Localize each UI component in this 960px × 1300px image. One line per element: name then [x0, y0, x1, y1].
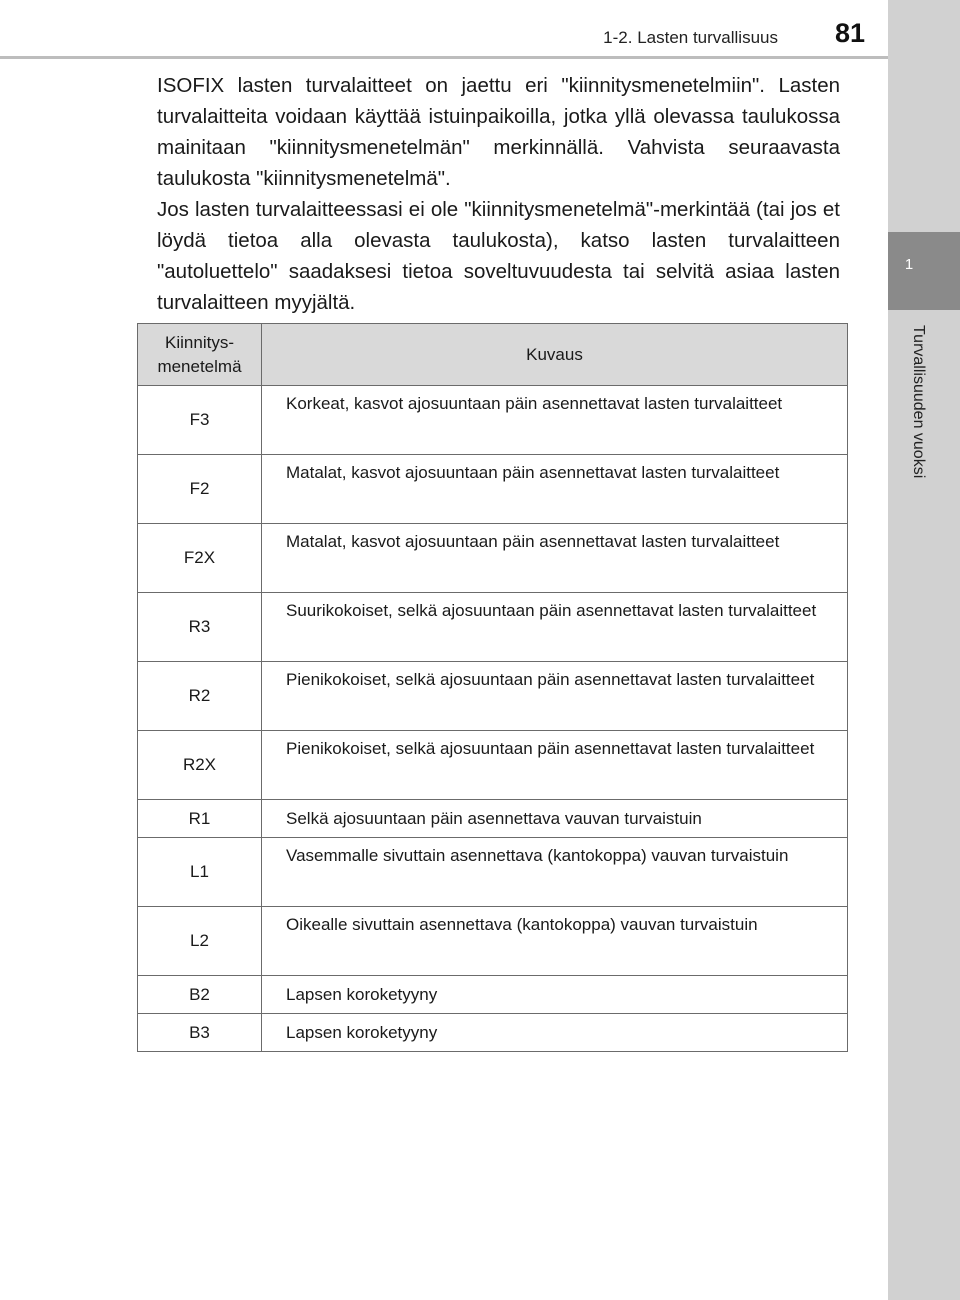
intro-paragraph-2: Jos lasten turvalaitteessasi ei ole "kiinnitysmenetelmä"-merkintää (tai jos et löydä tietoa alla olevasta taulukosta), katso lasten turvalaitteen "autoluettelo" saadaksesi tietoa soveltuvuudesta tai selvitä asiaa lasten turvalaitteen myyjältä.	[157, 198, 840, 314]
chapter-number: 1	[904, 256, 914, 273]
table-row	[138, 455, 848, 524]
header-divider	[0, 56, 888, 59]
method-code: B3	[138, 1014, 262, 1052]
method-description: Suurikokoiset, selkä ajosuuntaan päin asennettavat lasten turvalaitteet	[262, 593, 848, 662]
method-code: R3	[138, 593, 262, 662]
table-row	[138, 976, 848, 1014]
method-code: L1	[138, 838, 262, 907]
method-description: Korkeat, kasvot ajosuuntaan päin asennettavat lasten turvalaitteet	[262, 386, 848, 455]
method-code: F2	[138, 455, 262, 524]
table-row	[138, 386, 848, 455]
table-row	[138, 593, 848, 662]
method-description: Lapsen koroketyyny	[262, 976, 848, 1014]
column-header-method: Kiinnitys- menetelmä	[138, 324, 262, 386]
section-title: 1-2. Lasten turvallisuus	[603, 28, 778, 47]
table-row	[138, 800, 848, 838]
method-description: Pienikokoiset, selkä ajosuuntaan päin asennettavat lasten turvalaitteet	[262, 731, 848, 800]
method-description: Pienikokoiset, selkä ajosuuntaan päin asennettavat lasten turvalaitteet	[262, 662, 848, 731]
method-description: Matalat, kasvot ajosuuntaan päin asennettavat lasten turvalaitteet	[262, 524, 848, 593]
method-description: Selkä ajosuuntaan päin asennettava vauvan turvaistuin	[262, 800, 848, 838]
method-code: F3	[138, 386, 262, 455]
table-header-row	[138, 324, 848, 386]
method-code: R1	[138, 800, 262, 838]
method-code: R2	[138, 662, 262, 731]
method-code: L2	[138, 907, 262, 976]
method-description: Matalat, kasvot ajosuuntaan päin asennettavat lasten turvalaitteet	[262, 455, 848, 524]
chapter-title: Turvallisuuden vuoksi	[910, 325, 927, 479]
column-header-description: Kuvaus	[262, 324, 848, 386]
chapter-side-bar	[888, 0, 960, 1300]
table-row	[138, 524, 848, 593]
method-description: Oikealle sivuttain asennettava (kantokoppa) vauvan turvaistuin	[262, 907, 848, 976]
intro-text	[157, 70, 840, 318]
method-description: Vasemmalle sivuttain asennettava (kantokoppa) vauvan turvaistuin	[262, 838, 848, 907]
table-row	[138, 662, 848, 731]
page-number: 81	[834, 18, 866, 48]
intro-paragraph-1: ISOFIX lasten turvalaitteet on jaettu eri "kiinnitysmenetelmiin". Lasten turvalaitteita voidaan käyttää istuinpaikoilla, jotka yllä olevassa taulukossa mainitaan "kiinnitysmenetelmän" merkinnällä. Vahvista seuraavasta taulukosta "kiinnitysmenetelmä".	[157, 74, 840, 190]
method-description: Lapsen koroketyyny	[262, 1014, 848, 1052]
table-row	[138, 838, 848, 907]
table-row	[138, 907, 848, 976]
method-code: R2X	[138, 731, 262, 800]
table-row	[138, 731, 848, 800]
attachment-method-table	[137, 323, 848, 1052]
method-code: B2	[138, 976, 262, 1014]
table-row	[138, 1014, 848, 1052]
method-code: F2X	[138, 524, 262, 593]
